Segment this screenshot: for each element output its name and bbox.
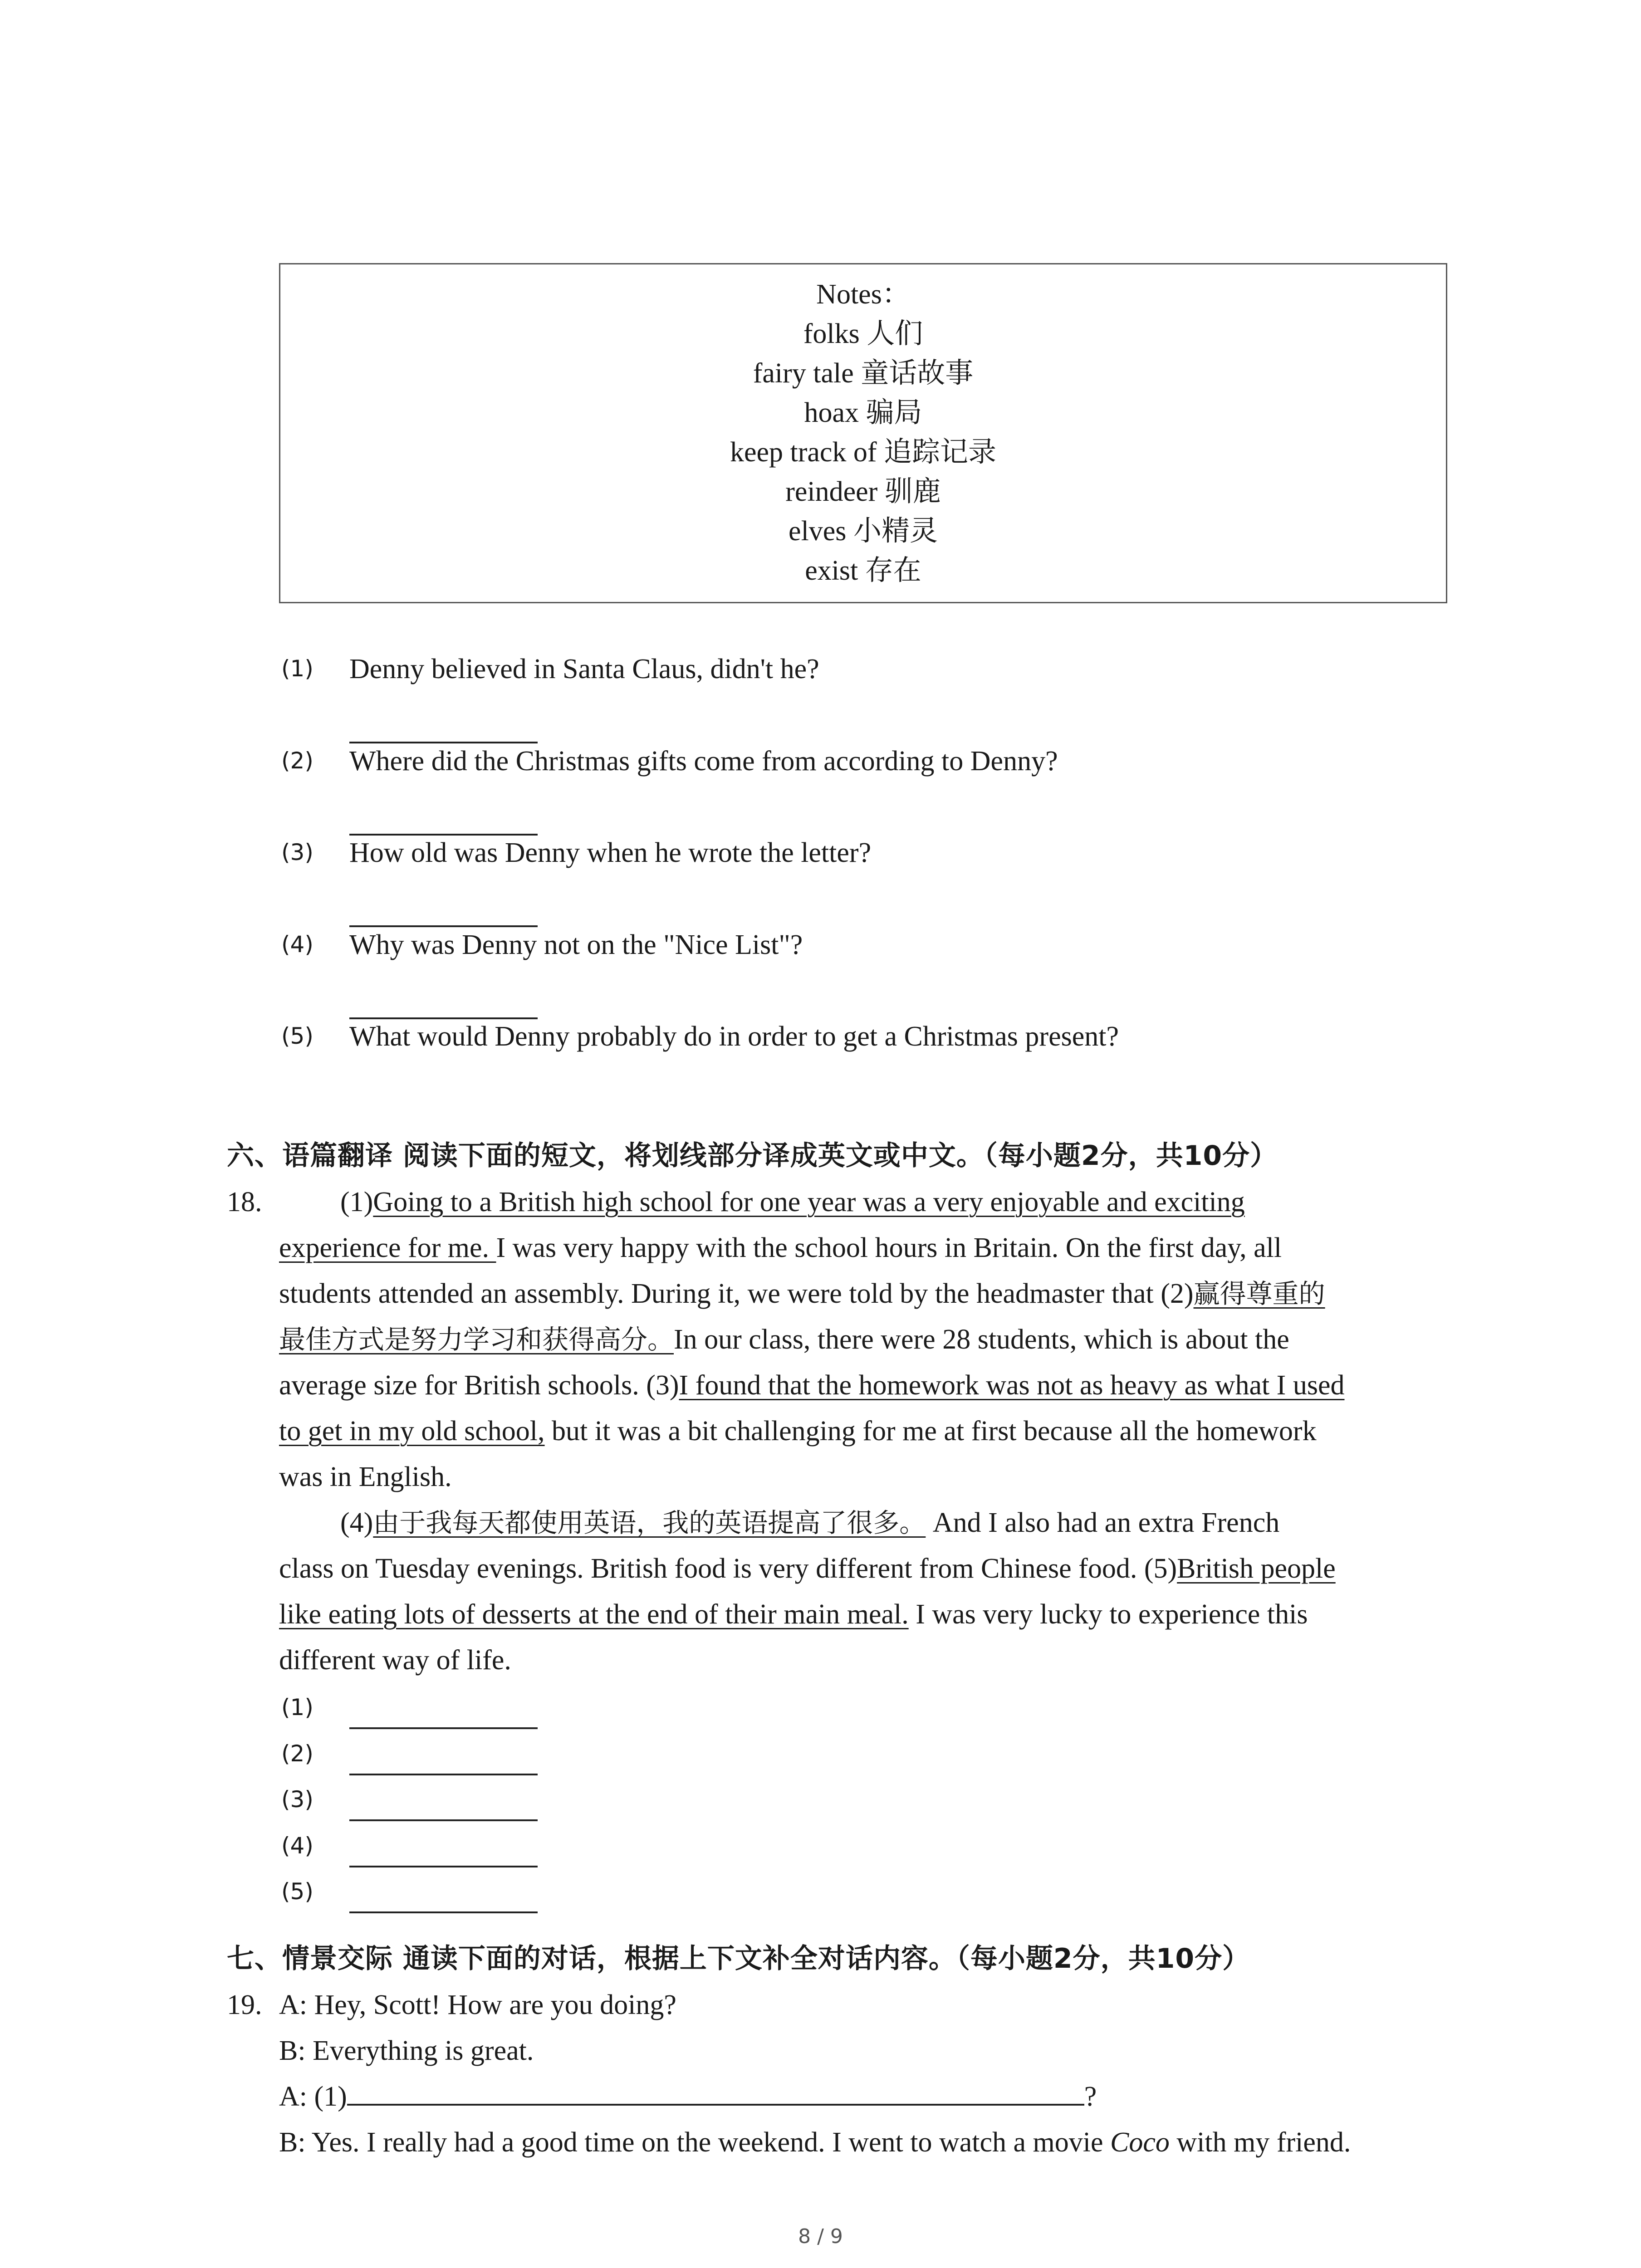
- answer-blank[interactable]: [349, 1017, 538, 1019]
- answer-number: (3): [281, 1786, 314, 1813]
- answer-blank[interactable]: [349, 1866, 538, 1867]
- passage-line: different way of life.: [279, 1645, 511, 1676]
- passage-line: like eating lots of desserts at the end of their main meal. I was very lucky to experience this: [279, 1599, 1308, 1630]
- answer-blank[interactable]: [349, 1819, 538, 1821]
- question-number: 18.: [227, 1187, 262, 1217]
- underlined-sentence-3: to get in my old school,: [279, 1416, 545, 1447]
- question-text: How old was Denny when he wrote the letter?: [349, 837, 872, 868]
- answer-blank[interactable]: [349, 742, 538, 743]
- answer-number: (2): [281, 1740, 314, 1767]
- passage-line: (1)Going to a British high school for one year was a very enjoyable and exciting: [340, 1187, 1245, 1217]
- passage-line: class on Tuesday evenings. British food is very different from Chinese food. (5)British people: [279, 1553, 1336, 1584]
- underlined-sentence-3: I found that the homework was not as heavy as what I used: [679, 1370, 1345, 1401]
- answer-blank[interactable]: [349, 1774, 538, 1775]
- underlined-sentence-1: experience for me.: [279, 1232, 496, 1263]
- question-text: What would Denny probably do in order to get a Christmas present?: [349, 1021, 1119, 1052]
- answer-number: (1): [281, 1694, 314, 1721]
- passage-line: 最佳方式是努力学习和获得高分。In our class, there were 28 students, which is about the: [279, 1324, 1289, 1355]
- dialogue-answer-blank[interactable]: [347, 2081, 1084, 2106]
- notes-title: Notes：: [816, 279, 910, 310]
- question-number: (1): [281, 655, 314, 682]
- notes-box: [279, 263, 1447, 603]
- underlined-sentence-5: like eating lots of desserts at the end of their main meal.: [279, 1599, 909, 1630]
- underlined-sentence-5: British people: [1177, 1553, 1336, 1584]
- notes-item: folks 人们: [803, 318, 923, 349]
- question-number: (2): [281, 748, 314, 774]
- question-text: Denny believed in Santa Claus, didn't he?: [349, 654, 819, 684]
- underlined-sentence-1: Going to a British high school for one year was a very enjoyable and exciting: [373, 1187, 1245, 1217]
- question-number: (4): [281, 931, 314, 958]
- dialogue: [279, 1982, 1351, 2165]
- dialogue-line: A: Hey, Scott! How are you doing?: [279, 1989, 676, 2020]
- passage-line: to get in my old school, but it was a bit challenging for me at first because all the homework: [279, 1416, 1317, 1447]
- question-number: 19.: [227, 1989, 262, 2020]
- question-number: (5): [281, 1023, 314, 1049]
- passage-line: average size for British schools. (3)I found that the homework was not as heavy as what I used: [279, 1370, 1345, 1401]
- underlined-sentence-2: 最佳方式是努力学习和获得高分。: [279, 1324, 674, 1355]
- question-text: Where did the Christmas gifts come from according to Denny?: [349, 746, 1058, 777]
- dialogue-line: B: Everything is great.: [279, 2035, 534, 2066]
- question-number: (3): [281, 839, 314, 865]
- passage-line: students attended an assembly. During it, we were told by the headmaster that (2)赢得尊重的: [279, 1278, 1325, 1309]
- passage-line: (4)由于我每天都使用英语，我的英语提高了很多。 And I also had an extra French: [340, 1507, 1280, 1538]
- movie-title: Coco: [1110, 2127, 1170, 2158]
- passage-line: experience for me. I was very happy with the school hours in Britain. On the first day, all: [279, 1232, 1282, 1263]
- passage-line: was in English.: [279, 1461, 452, 1492]
- underlined-sentence-2: 赢得尊重的: [1193, 1278, 1325, 1309]
- section-heading: 六、语篇翻译 阅读下面的短文，将划线部分译成英文或中文。（每小题2分，共10分）: [227, 1140, 1278, 1172]
- answer-blank[interactable]: [349, 925, 538, 927]
- answer-blank[interactable]: [349, 1727, 538, 1729]
- passage: [279, 1179, 1344, 1683]
- underlined-sentence-4: 由于我每天都使用英语，我的英语提高了很多。: [373, 1507, 926, 1538]
- notes-item: reindeer 驯鹿: [785, 476, 941, 507]
- notes-item: keep track of 追踪记录: [730, 437, 997, 468]
- notes-item: exist 存在: [805, 555, 921, 586]
- question-text: Why was Denny not on the "Nice List"?: [349, 929, 803, 960]
- answer-number: (5): [281, 1878, 314, 1905]
- answer-blank[interactable]: [349, 834, 538, 836]
- answer-blank[interactable]: [349, 1911, 538, 1913]
- page-number: 8 / 9: [798, 2225, 843, 2248]
- notes-item: fairy tale 童话故事: [753, 358, 974, 389]
- dialogue-line: A: (1) ?: [279, 2081, 1097, 2112]
- notes-item: hoax 骗局: [804, 397, 922, 428]
- dialogue-line: B: Yes. I really had a good time on the weekend. I went to watch a movie Coco with my friend.: [279, 2127, 1351, 2158]
- answer-number: (4): [281, 1833, 314, 1859]
- section-heading: 七、情景交际 通读下面的对话，根据上下文补全对话内容。（每小题2分，共10分）: [227, 1943, 1250, 1975]
- notes-item: elves 小精灵: [789, 516, 938, 547]
